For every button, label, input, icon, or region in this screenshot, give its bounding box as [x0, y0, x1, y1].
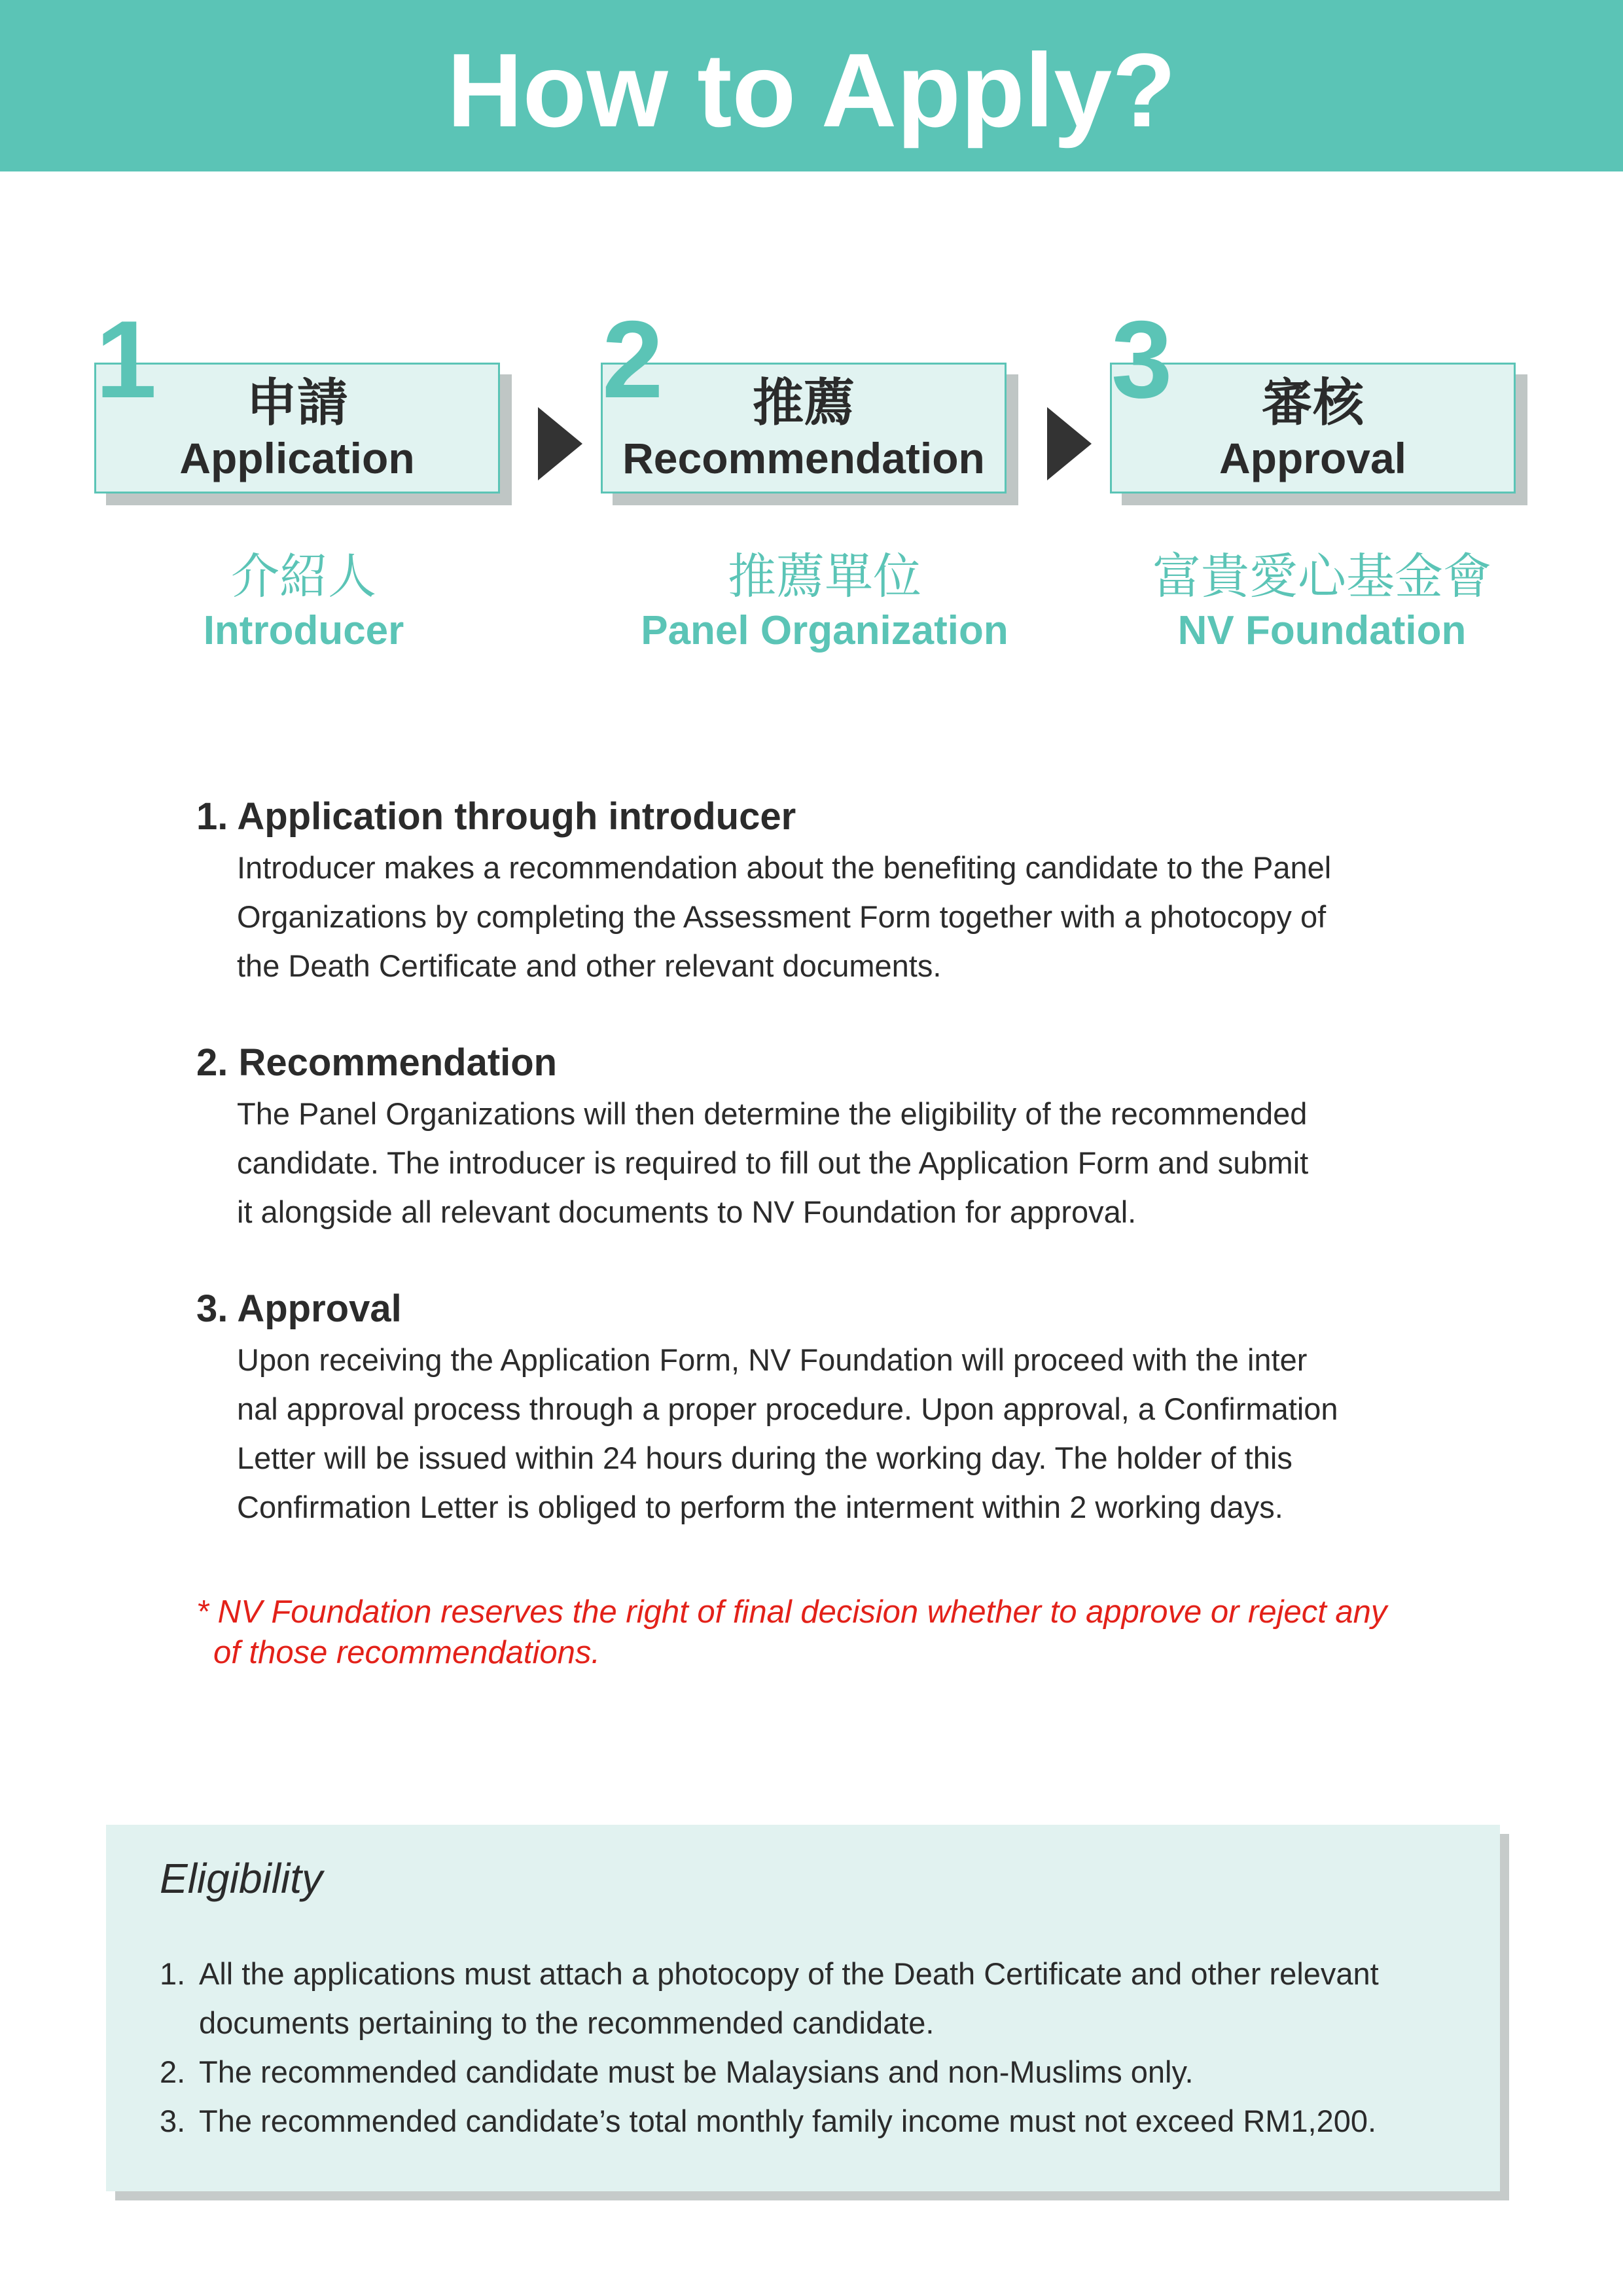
step-title-zh: 申請: [245, 374, 348, 431]
eligibility-box: [106, 1825, 1500, 2191]
step-number: 1: [96, 298, 157, 421]
page-title: How to Apply?: [447, 31, 1176, 149]
section-line: the Death Certificate and other relevant documents.: [237, 948, 942, 983]
role-zh: 介紹人: [231, 549, 376, 603]
list-item-number: 3.: [160, 2104, 186, 2138]
list-item: [160, 2096, 1482, 2145]
eligibility-title: Eligibility: [160, 1855, 323, 1902]
list-item-line: The recommended candidate’s total monthly family income must not exceed RM1,200.: [199, 2104, 1377, 2138]
section-heading: 1. Application through introducer: [196, 795, 796, 838]
role-panel-organization: [589, 547, 1060, 656]
section-line: candidate. The introducer is required to fill out the Application Form and submit: [237, 1145, 1309, 1180]
step-title-zh: 推薦: [752, 374, 855, 431]
step-title-zh: 審核: [1261, 374, 1364, 431]
step-number: 3: [1111, 298, 1173, 421]
section-line: Organizations by completing the Assessment Form together with a photocopy of: [237, 899, 1327, 934]
section-heading: 3. Approval: [196, 1287, 402, 1330]
list-item-line: documents pertaining to the recommended candidate.: [199, 2005, 935, 2040]
list-item-line: All the applications must attach a photocopy of the Death Certificate and other relevant: [199, 1956, 1379, 1991]
role-zh: 推薦單位: [728, 549, 921, 603]
disclaimer-note: [196, 1592, 1472, 1673]
step-title-en: Recommendation: [622, 434, 985, 482]
list-item-line: The recommended candidate must be Malaysians and non-Muslims only.: [199, 2054, 1194, 2089]
role-zh: 富貴愛心基金會: [1152, 549, 1491, 603]
section-recommendation: [196, 1039, 1440, 1236]
section-line: Upon receiving the Application Form, NV Foundation will proceed with the inter: [237, 1342, 1308, 1377]
section-line: it alongside all relevant documents to NV Foundation for approval.: [237, 1194, 1137, 1229]
list-item-number: 1.: [160, 1956, 186, 1991]
eligibility-list: [160, 1949, 1482, 2145]
arrow-right-icon: [1047, 407, 1092, 480]
section-body: [237, 1335, 1440, 1532]
section-line: The Panel Organizations will then determine the eligibility of the recommended: [237, 1096, 1308, 1131]
list-item-number: 2.: [160, 2054, 186, 2089]
step-number: 2: [602, 298, 664, 421]
list-item: [160, 2047, 1482, 2096]
section-approval: [196, 1285, 1440, 1532]
note-line: * NV Foundation reserves the right of final decision whether to approve or reject any: [196, 1594, 1387, 1630]
section-application: [196, 793, 1440, 990]
list-item: [160, 1949, 1482, 2047]
step-title-en: Application: [179, 434, 415, 482]
role-introducer: [94, 547, 513, 656]
section-heading: 2. Recommendation: [196, 1041, 558, 1084]
note-line: of those recommendations.: [213, 1635, 601, 1670]
page-header: [0, 0, 1623, 171]
role-en: NV Foundation: [1177, 608, 1467, 653]
arrow-right-icon: [538, 407, 582, 480]
role-en: Introducer: [203, 608, 404, 653]
section-line: Letter will be issued within 24 hours during the working day. The holder of this: [237, 1441, 1293, 1475]
section-line: Introducer makes a recommendation about the benefiting candidate to the Panel: [237, 850, 1332, 885]
step-title-en: Approval: [1219, 434, 1407, 482]
section-body: [237, 1089, 1440, 1236]
section-line: nal approval process through a proper procedure. Upon approval, a Confirmation: [237, 1391, 1338, 1426]
section-line: Confirmation Letter is obliged to perform the interment within 2 working days.: [237, 1490, 1283, 1524]
role-nv-foundation: [1099, 547, 1544, 656]
section-body: [237, 843, 1440, 990]
role-en: Panel Organization: [641, 608, 1008, 653]
